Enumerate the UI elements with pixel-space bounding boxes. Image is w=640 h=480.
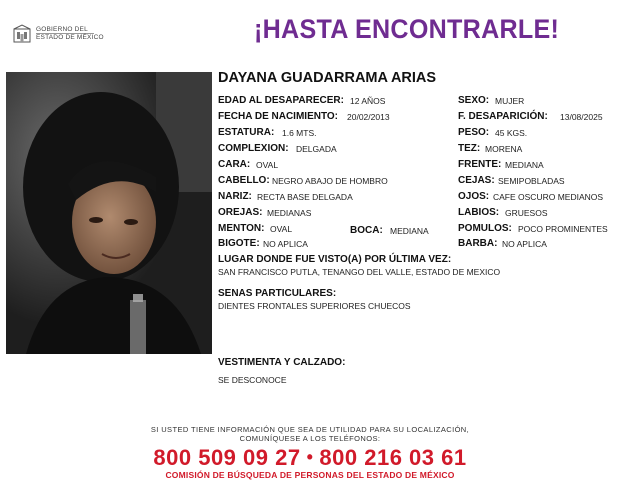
orejas-value: MEDIANAS (267, 208, 312, 218)
tez-value: MORENA (485, 144, 523, 154)
frente-label: FRENTE: (458, 159, 502, 170)
labios-label: LABIOS: (458, 207, 500, 218)
commission-name: COMISIÓN DE BÚSQUEDA DE PERSONAS DEL ESTADO DE MÉXICO (165, 470, 455, 480)
bigote-value: NO APLICA (263, 239, 308, 249)
boca-label: BOCA: (350, 225, 383, 236)
nacimiento-value: 20/02/2013 (347, 112, 390, 122)
fdesap-value: 13/08/2025 (560, 112, 603, 122)
phone-separator: • (306, 447, 314, 467)
phone-number-1[interactable]: 800 509 09 27 (153, 445, 301, 470)
lugar-value: SAN FRANCISCO PUTLA, TENANGO DEL VALLE, ESTADO DE MEXICO (218, 267, 501, 277)
senas-label: SENAS PARTICULARES: (218, 288, 337, 299)
lugar-label: LUGAR DONDE FUE VISTO(A) POR ÚLTIMA VEZ: (218, 254, 452, 265)
edad-label: EDAD AL DESAPARECER: (218, 95, 344, 106)
complexion-value: DELGADA (296, 144, 337, 154)
peso-label: PESO: (458, 127, 490, 138)
nariz-value: RECTA BASE DELGADA (257, 192, 353, 202)
nariz-label: NARIZ: (218, 191, 252, 202)
ojos-label: OJOS: (458, 191, 490, 202)
complexion-label: COMPLEXION: (218, 143, 289, 154)
menton-value: OVAL (270, 224, 293, 234)
frente-value: MEDIANA (505, 160, 544, 170)
vestimenta-label: VESTIMENTA Y CALZADO: (218, 357, 346, 368)
orejas-label: OREJAS: (218, 207, 263, 218)
gobierno-logo (12, 22, 122, 48)
senas-value: DIENTES FRONTALES SUPERIORES CHUECOS (218, 301, 411, 311)
peso-value: 45 KGS. (495, 128, 528, 138)
ojos-value: CAFE OSCURO MEDIANOS (493, 192, 604, 202)
logo-line2: ESTADO DE MÉXICO (36, 34, 104, 41)
sexo-value: MUJER (495, 96, 525, 106)
cara-value: OVAL (256, 160, 279, 170)
tez-label: TEZ: (458, 143, 481, 154)
state-seal-icon (12, 24, 32, 44)
menton-label: MENTON: (218, 223, 265, 234)
sexo-label: SEXO: (458, 95, 490, 106)
bigote-label: BIGOTE: (218, 238, 260, 249)
contact-note-line1: SI USTED TIENE INFORMACIÓN QUE SEA DE UTILIDAD PARA SU LOCALIZACIÓN, (150, 425, 470, 434)
missing-person-photo (6, 72, 212, 354)
cejas-value: SEMIPOBLADAS (498, 176, 565, 186)
estatura-label: ESTATURA: (218, 127, 275, 138)
phone-numbers (0, 445, 620, 471)
cara-label: CARA: (218, 159, 251, 170)
cejas-label: CEJAS: (458, 175, 495, 186)
vestimenta-value: SE DESCONOCE (218, 375, 287, 385)
cabello-label: CABELLO: (218, 175, 270, 186)
person-name: DAYANA GUADARRAMA ARIAS (218, 70, 437, 86)
phone-number-2[interactable]: 800 216 03 61 (319, 445, 467, 470)
contact-note-line2: COMUNÍQUESE A LOS TELÉFONOS: (239, 434, 381, 443)
barba-value: NO APLICA (502, 239, 547, 249)
labios-value: GRUESOS (505, 208, 548, 218)
cabello-value: NEGRO ABAJO DE HOMBRO (272, 176, 388, 186)
portrait-illustration (6, 72, 212, 354)
fdesap-label: F. DESAPARICIÓN: (458, 111, 548, 122)
boca-value: MEDIANA (390, 226, 429, 236)
barba-label: BARBA: (458, 238, 498, 249)
logo-line1: GOBIERNO DEL (36, 26, 88, 33)
headline: ¡HASTA ENCONTRARLE! (254, 14, 560, 44)
edad-value: 12 AÑOS (350, 96, 386, 106)
pomulos-value: POCO PROMINENTES (518, 224, 608, 234)
estatura-value: 1.6 MTS. (282, 128, 317, 138)
nacimiento-label: FECHA DE NACIMIENTO: (218, 111, 338, 122)
pomulos-label: POMULOS: (458, 223, 512, 234)
